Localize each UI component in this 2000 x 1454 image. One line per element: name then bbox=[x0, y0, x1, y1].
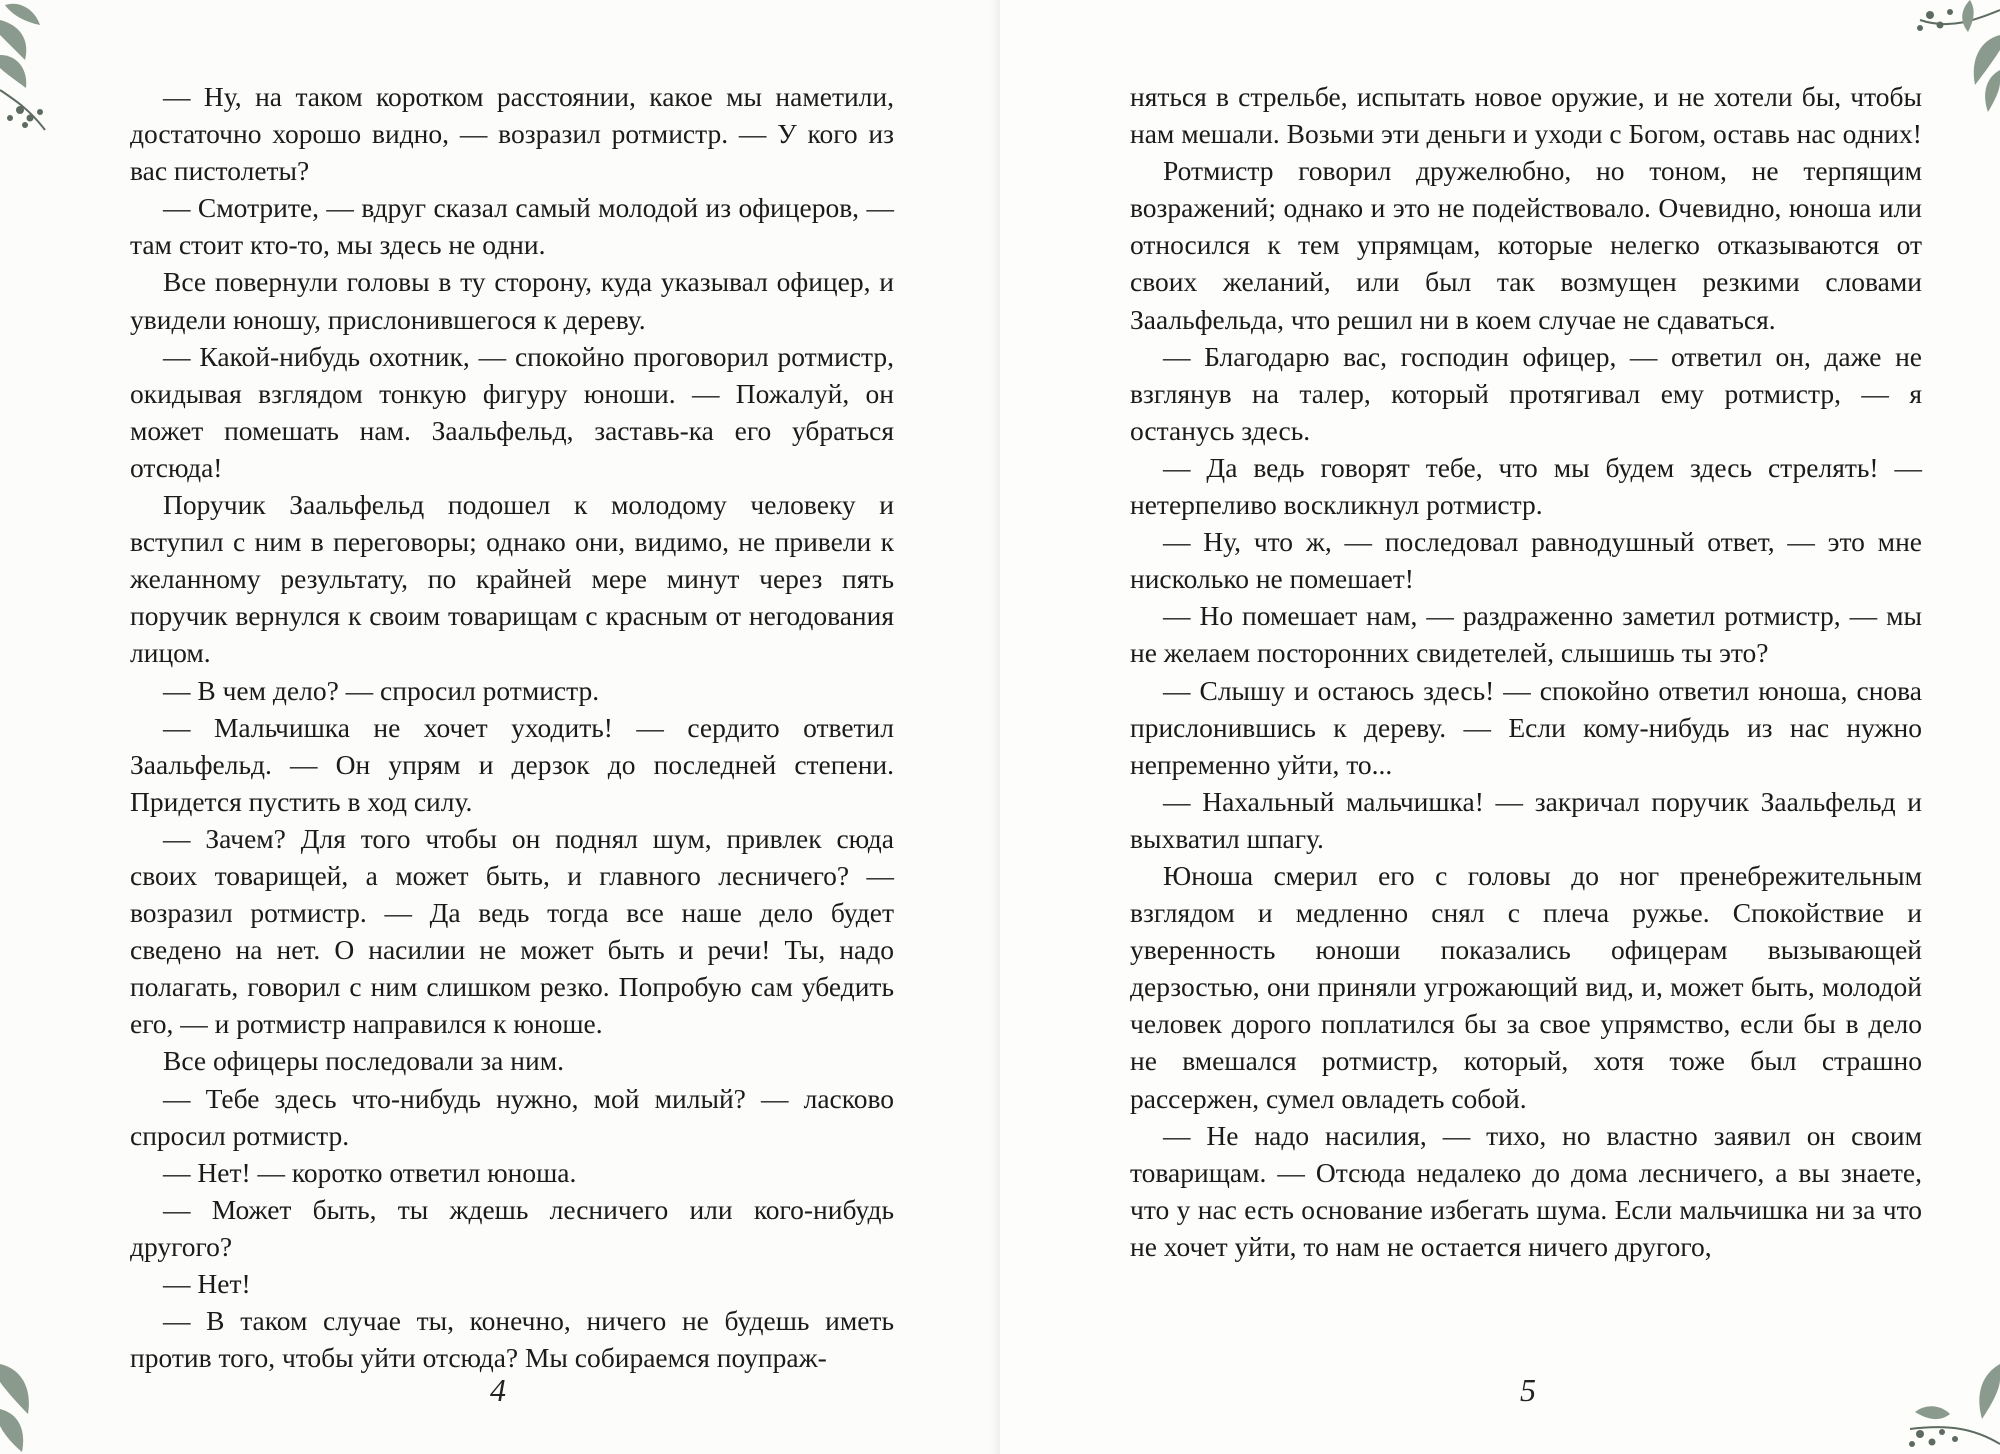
paragraph: — Мальчишка не хочет уходить! — сердито ответил Заальфельд. — Он упрям и дерзок до последней степени. Придется пустить в ход силу. bbox=[130, 711, 894, 817]
paragraph: — Какой-нибудь охотник, — спокойно проговорил ротмистр, окидывая взглядом тонкую фигуру юноши. — Пожалуй, он может помешать нам. Заальфельд, заставь-ка его убраться отсюда! bbox=[130, 340, 894, 483]
right-text-block bbox=[1130, 78, 1922, 1265]
paragraph: — Ну, на таком коротком расстоянии, какое мы наметили, достаточно хорошо видно, — возразил ротмистр. — У кого из вас пистолеты? bbox=[130, 81, 894, 187]
right-page bbox=[1000, 0, 2000, 1454]
leaf-ornament-bottom-left-icon bbox=[0, 1334, 60, 1454]
paragraph: Юноша смерил его с головы до ног пренебрежительным взглядом и медленно снял с плеча ружье. Спокойствие и уверенность юноши показались офицерам вызывающей дерзостью, они приняли угрожающий вид, и, может быть, молодой человек дорого поплатился бы за свое упрямство, если бы в дело не вмешался ротмистр, который, хотя тоже был страшно рассержен, сумел овладеть собой. bbox=[1130, 859, 1922, 1114]
page-number-right: 5 bbox=[1520, 1372, 1536, 1408]
paragraph: — В таком случае ты, конечно, ничего не будешь иметь против того, чтобы уйти отсюда? Мы собираемся поупраж- bbox=[130, 1305, 894, 1374]
paragraph: — Ну, что ж, — последовал равнодушный ответ, — это мне нисколько не помешает! bbox=[1130, 526, 1922, 595]
paragraph: — Зачем? Для того чтобы он поднял шум, привлек сюда своих товарищей, а может быть, и главного лесничего? — возразил ротмистр. — Да ведь тогда все наше дело будет сведено на нет. О насилии не может быть и речи! Ты, надо полагать, говорил с ним слишком резко. Попробую сам убедить его, — и ротмистр направился к юноше. bbox=[130, 822, 894, 1040]
left-text-block bbox=[130, 78, 894, 1376]
paragraph: Ротмистр говорил дружелюбно, но тоном, не терпящим возражений; однако и это не подействовало. Очевидно, юноша или относился к тем упрямцам, которые нелегко отказываются от своих желаний, или был так возмущен резкими словами Заальфельда, что решил ни в коем случае не сдаваться. bbox=[1130, 155, 1922, 335]
paragraph: — Нахальный мальчишка! — закричал поручик Заальфельд и выхватил шпагу. bbox=[1130, 785, 1922, 854]
paragraph: — Смотрите, — вдруг сказал самый молодой из офицеров, — там стоит кто-то, мы здесь не одни. bbox=[130, 192, 894, 261]
paragraph: — Не надо насилия, — тихо, но властно заявил он своим товарищам. — Отсюда недалеко до дома лесничего, а вы знаете, что у нас есть основание избегать шума. Если мальчишка ни за что не хочет уйти, то нам не остается ничего другого, bbox=[1130, 1119, 1922, 1262]
paragraph: — Нет! bbox=[163, 1268, 251, 1299]
page-number-left: 4 bbox=[490, 1372, 506, 1408]
paragraph: — Но помешает нам, — раздраженно заметил ротмистр, — мы не желаем посторонних свидетелей, слышишь ты это? bbox=[1130, 600, 1922, 669]
paragraph: — Благодарю вас, господин офицер, — ответил он, даже не взглянув на талер, который протягивал ему ротмистр, — я останусь здесь. bbox=[1130, 340, 1922, 446]
paragraph: Все офицеры последовали за ним. bbox=[163, 1045, 564, 1077]
paragraph: — Да ведь говорят тебе, что мы будем здесь стрелять! — нетерпеливо воскликнул ротмистр. bbox=[1130, 451, 1922, 521]
paragraph: Все повернули головы в ту сторону, куда указывал офицер, и увидели юношу, прислонившегося к дереву. bbox=[130, 266, 894, 335]
paragraph: — Нет! — коротко ответил юноша. bbox=[163, 1156, 577, 1188]
leaf-ornament-top-right-icon bbox=[1890, 0, 2000, 120]
paragraph: — В чем дело? — спросил ротмистр. bbox=[163, 674, 600, 706]
leaf-ornament-top-left-icon bbox=[0, 0, 70, 140]
paragraph: Поручик Заальфельд подошел к молодому человеку и вступил с ним в переговоры; однако они, видимо, не привели к желанному результату, по крайней мере минут через пять поручик вернулся к своим товарищам с красным от негодования лицом. bbox=[130, 489, 894, 669]
leaf-ornament-bottom-right-icon bbox=[1890, 1334, 2000, 1454]
paragraph: — Может быть, ты ждешь лесничего или кого-нибудь другого? bbox=[130, 1193, 894, 1262]
paragraph: — Слышу и остаюсь здесь! — спокойно ответил юноша, снова прислонившись к дереву. — Если кому-нибудь из нас нужно непременно уйти, то... bbox=[1130, 674, 1922, 780]
paragraph: — Тебе здесь что-нибудь нужно, мой милый? — ласково спросил ротмистр. bbox=[130, 1082, 894, 1151]
paragraph: няться в стрельбе, испытать новое оружие, и не хотели бы, чтобы нам мешали. Возьми эти деньги и уходи с Богом, оставь нас одних! bbox=[1130, 81, 1922, 150]
